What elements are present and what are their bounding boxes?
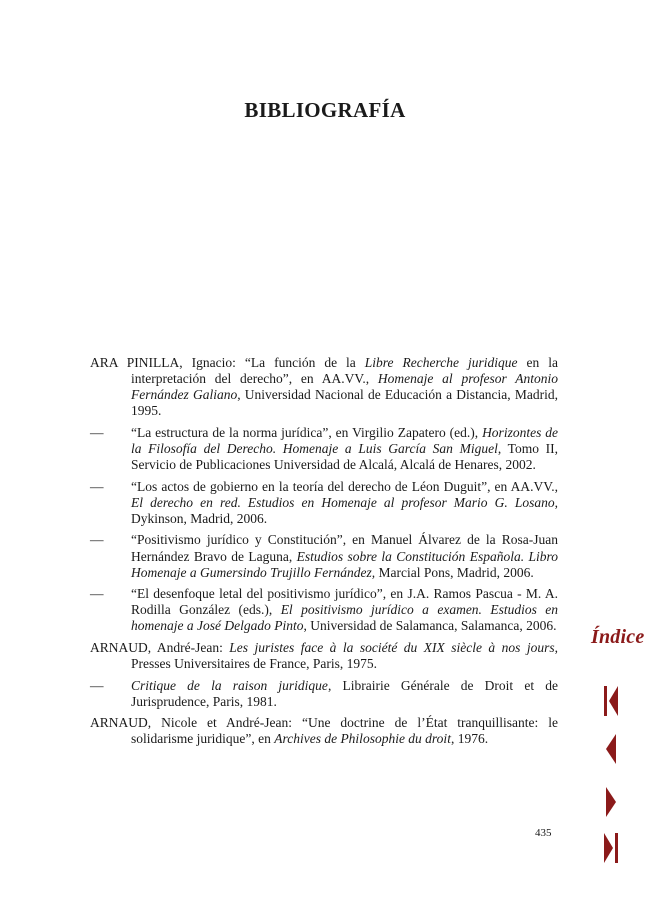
entry-text: “El desenfoque letal del positivismo jurídico”, en J.A. Ramos Pascua - M. A. Rodilla González (eds.), bbox=[131, 586, 558, 618]
entry-text: , Presses Universitaires de France, Paris, 1975. bbox=[131, 640, 558, 672]
bibliography-entry bbox=[90, 425, 558, 473]
entry-text: “Positivismo jurídico y Constitución”, en Manuel Álvarez de la Rosa-Juan Hernández Bravo de Laguna, bbox=[131, 532, 558, 564]
last-page-icon bbox=[601, 832, 621, 864]
bibliography-entry bbox=[90, 479, 558, 527]
entry-text: “Los actos de gobierno en la teoría del derecho de Léon Duguit”, en AA.VV., bbox=[131, 478, 558, 494]
entry-title-italic: El positivismo jurídico a examen. Estudios en homenaje a José Delgado Pinto bbox=[131, 602, 558, 634]
bibliography-entry bbox=[90, 715, 558, 747]
repeat-author-dash: — bbox=[90, 586, 104, 602]
entry-text: “La estructura de la norma jurídica”, en Virgilio Zapatero (ed.), bbox=[131, 424, 483, 440]
entry-text: : “La función de la bbox=[232, 355, 365, 370]
page-number: 435 bbox=[535, 827, 552, 839]
entry-text: : bbox=[219, 640, 230, 655]
bibliography-entry bbox=[90, 532, 558, 580]
entry-title-italic: Les juristes face à la société du XIX siècle à nos jours bbox=[229, 640, 555, 655]
page-title: BIBLIOGRAFÍA bbox=[244, 98, 406, 122]
entry-title-italic: Homenaje al profesor Antonio Fernández Galiano bbox=[131, 371, 559, 403]
bibliography-entry bbox=[90, 640, 558, 672]
entry-title-italic: El derecho en red. Estudios en Homenaje al profesor Mario G. Losano bbox=[131, 494, 555, 510]
repeat-author-dash: — bbox=[90, 532, 104, 548]
entry-title-italic: Archives de Philosophie du droit bbox=[274, 731, 451, 747]
last-page-button[interactable] bbox=[601, 832, 621, 864]
bibliography-entry bbox=[90, 355, 558, 419]
previous-page-button[interactable] bbox=[603, 733, 619, 765]
entry-text: , 1976. bbox=[450, 731, 489, 747]
entry-text: en la interpretación del derecho”, en AA.VV., bbox=[131, 355, 558, 387]
entry-text: , Dykinson, Madrid, 2006. bbox=[131, 494, 558, 526]
bibliography-entry bbox=[90, 586, 558, 634]
index-link[interactable]: Índice bbox=[591, 626, 645, 648]
entry-title-italic: Horizontes de la Filosofía del Derecho. Homenaje a Luis García San Miguel bbox=[131, 424, 558, 456]
entry-title-italic: Estudios sobre la Constitución Española. Libro Homenaje a Gumersindo Trujillo Fernández, bbox=[131, 548, 558, 580]
entry-text: : “Une doctrine de l’État tranquillisante: le solidarisme juridique”, en bbox=[131, 715, 558, 747]
next-page-icon bbox=[603, 786, 619, 818]
first-page-icon bbox=[601, 685, 621, 717]
entry-text: Marcial Pons, Madrid, 2006. bbox=[375, 564, 534, 580]
entry-text: , Universidad de Salamanca, Salamanca, 2006. bbox=[303, 618, 557, 634]
repeat-author-dash: — bbox=[90, 424, 104, 440]
entry-text: , Tomo II, Servicio de Publicaciones Universidad de Alcalá, Alcalá de Henares, 2002. bbox=[131, 440, 558, 473]
bibliography-list bbox=[90, 355, 558, 753]
next-page-button[interactable] bbox=[603, 786, 619, 818]
entry-author: ARNAUD, Nicole et André-Jean bbox=[90, 715, 289, 731]
repeat-author-dash: — bbox=[90, 677, 104, 693]
entry-text: , Universidad Nacional de Educación a Distancia, Madrid, 1995. bbox=[131, 387, 559, 419]
previous-page-icon bbox=[603, 733, 619, 765]
entry-author: ARNAUD, André-Jean bbox=[90, 640, 220, 655]
repeat-author-dash: — bbox=[90, 478, 104, 494]
entry-title-italic: Libre Recherche juridique bbox=[364, 355, 518, 370]
entry-text: , Librairie Générale de Droit et de Jurisprudence, Paris, 1981. bbox=[131, 677, 558, 709]
entry-title-italic: Critique de la raison juridique bbox=[131, 677, 328, 693]
first-page-button[interactable] bbox=[601, 685, 621, 717]
bibliography-entry bbox=[90, 678, 558, 710]
entry-author: ARA PINILLA, Ignacio bbox=[90, 355, 233, 370]
